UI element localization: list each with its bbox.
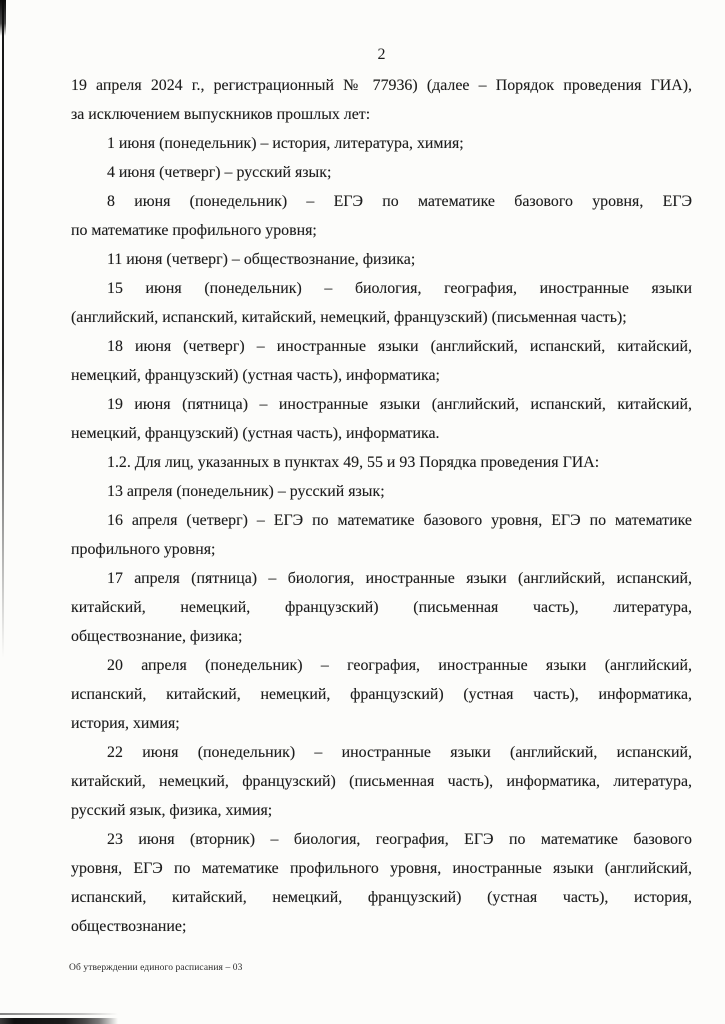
- paragraph-12-line-3: обществознание, физика;: [71, 628, 243, 645]
- paragraph-12-line-1: 17 апреля (пятница) – биология, иностранные языки (английский, испанский,: [107, 570, 692, 587]
- paragraph-11-line-2: профильного уровня;: [71, 541, 216, 558]
- paragraph-9-line-1: 1.2. Для лиц, указанных в пунктах 49, 55 и 93 Порядка проведения ГИА:: [107, 454, 600, 471]
- document-body: [71, 71, 692, 941]
- scan-artifact-left-edge: [2, 0, 4, 658]
- paragraph-11-line-1: 16 апреля (четверг) – ЕГЭ по математике базового уровня, ЕГЭ по математике: [107, 512, 692, 529]
- paragraph-15-line-1: 23 июня (вторник) – биология, география, ЕГЭ по математике базового: [107, 831, 692, 848]
- paragraph-8-line-1: 19 июня (пятница) – иностранные языки (английский, испанский, китайский,: [107, 396, 692, 413]
- paragraph-4-line-1: 8 июня (понедельник) – ЕГЭ по математике базового уровня, ЕГЭ: [107, 193, 692, 210]
- paragraph-6-line-2: (английский, испанский, китайский, немецкий, французский) (письменная часть);: [71, 309, 627, 326]
- paragraph-5-line-1: 11 июня (четверг) – обществознание, физика;: [107, 251, 416, 268]
- paragraph-13-line-3: история, химия;: [71, 715, 180, 732]
- paragraph-15-line-2: уровня, ЕГЭ по математике профильного уровня, иностранные языки (английский,: [71, 860, 692, 877]
- scan-artifact-bottom-smudge: [0, 1018, 118, 1024]
- footer-note: Об утверждении единого расписания – 03: [69, 963, 243, 973]
- paragraph-13-line-2: испанский, китайский, немецкий, французский) (устная часть), информатика,: [71, 686, 692, 703]
- paragraph-3-line-1: 4 июня (четверг) – русский язык;: [107, 164, 332, 181]
- paragraph-14-line-3: русский язык, физика, химия;: [71, 802, 273, 819]
- page-number: 2: [377, 46, 386, 63]
- paragraph-4-line-2: по математике профильного уровня;: [71, 222, 317, 239]
- paragraph-13-line-1: 20 апреля (понедельник) – география, иностранные языки (английский,: [107, 657, 692, 674]
- paragraph-2-line-1: 1 июня (понедельник) – история, литература, химия;: [107, 135, 464, 152]
- paragraph-1-line-2: за исключением выпускников прошлых лет:: [71, 106, 371, 123]
- paragraph-1-line-1: 19 апреля 2024 г., регистрационный № 77936) (далее – Порядок проведения ГИА),: [71, 77, 692, 94]
- paragraph-10-line-1: 13 апреля (понедельник) – русский язык;: [107, 483, 385, 500]
- paragraph-8-line-2: немецкий, французский) (устная часть), информатика.: [71, 425, 440, 442]
- paragraph-15-line-3: испанский, китайский, немецкий, французский) (устная часть), история,: [71, 889, 692, 906]
- scan-artifact-top-left: [0, 0, 6, 36]
- paragraph-7-line-2: немецкий, французский) (устная часть), информатика;: [71, 367, 440, 384]
- paragraph-6-line-1: 15 июня (понедельник) – биология, география, иностранные языки: [107, 280, 692, 297]
- scan-artifact-bottom-line: [0, 1013, 118, 1015]
- paragraph-14-line-2: китайский, немецкий, французский) (письменная часть), информатика, литература,: [71, 773, 692, 790]
- paragraph-12-line-2: китайский, немецкий, французский) (письменная часть), литература,: [71, 599, 692, 616]
- paragraph-7-line-1: 18 июня (четверг) – иностранные языки (английский, испанский, китайский,: [107, 338, 692, 355]
- paragraph-14-line-1: 22 июня (понедельник) – иностранные языки (английский, испанский,: [107, 744, 692, 761]
- paragraph-15-line-4: обществознание;: [71, 918, 187, 935]
